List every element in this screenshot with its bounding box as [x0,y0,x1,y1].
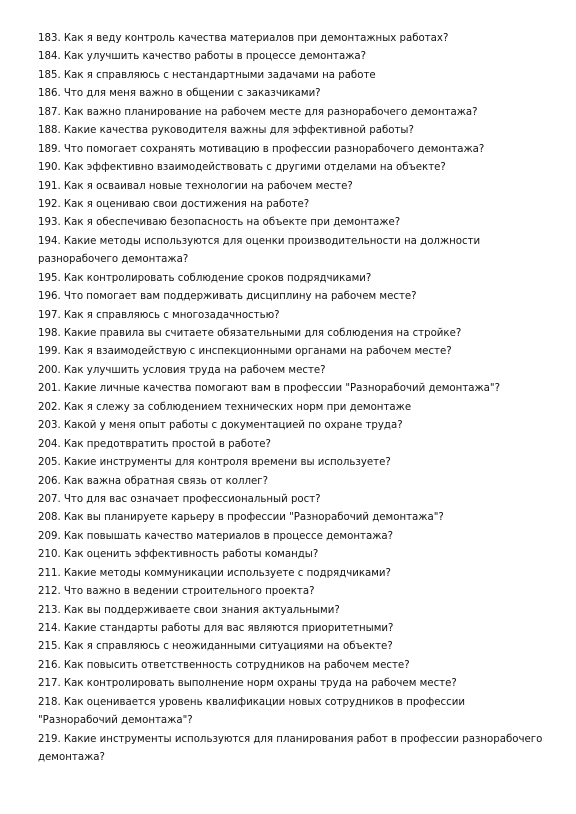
question-line: 207. Что для вас означает профессиональный рост? [38,493,321,505]
question-line: 208. Как вы планируете карьеру в профессии "Разнорабочий демонтажа"? [38,512,444,524]
question-line: 217. Как контролировать выполнение норм охраны труда на рабочем месте? [38,678,457,690]
question-line: 200. Как улучшить условия труда на рабочем месте? [38,364,326,376]
question-line: 211. Какие методы коммуникации используете с подрядчиками? [38,567,391,579]
question-line-continuation: разнорабочего демонтажа? [38,254,189,266]
question-line: 184. Как улучшить качество работы в процессе демонтажа? [38,51,367,63]
question-line: 199. Как я взаимодействую с инспекционными органами на рабочем месте? [38,346,452,358]
question-line: 197. Как я справляюсь с многозадачностью? [38,309,280,321]
question-line: 219. Какие инструменты используются для планирования работ в профессии разнорабочего [38,733,543,745]
question-line: 204. Как предотвратить простой в работе? [38,438,271,450]
question-line: 187. Как важно планирование на рабочем месте для разнорабочего демонтажа? [38,106,478,118]
question-line: 194. Какие методы используются для оценки производительности на должности [38,235,481,247]
question-line: 192. Как я оцениваю свои достижения на работе? [38,198,310,210]
question-line-continuation: демонтажа? [38,752,105,764]
question-list [38,30,558,768]
question-line: 201. Какие личные качества помогают вам в профессии "Разнорабочий демонтажа"? [38,383,501,395]
question-line: 203. Какой у меня опыт работы с документацией по охране труда? [38,420,403,432]
question-line: 214. Какие стандарты работы для вас являются приоритетными? [38,623,394,634]
question-line: 191. Как я осваивал новые технологии на рабочем месте? [38,180,353,192]
question-line: 189. Что помогает сохранять мотивацию в профессии разнорабочего демонтажа? [38,143,485,155]
question-line: 212. Что важно в ведении строительного проекта? [38,586,315,598]
question-line: 188. Какие качества руководителя важны для эффективной работы? [38,125,414,137]
question-line: 185. Как я справляюсь с нестандартными задачами на работе [38,69,376,81]
question-line: 218. Как оценивается уровень квалификации новых сотрудников в профессии [38,696,465,708]
question-line: 196. Что помогает вам поддерживать дисциплину на рабочем месте? [38,291,417,303]
question-line: 209. Как повышать качество материалов в процессе демонтажа? [38,530,394,542]
question-line: 183. Как я веду контроль качества материалов при демонтажных работах? [38,33,449,44]
question-line: 206. Как важна обратная связь от коллег? [38,475,269,487]
question-line-continuation: "Разнорабочий демонтажа"? [38,715,193,727]
question-line: 190. Как эффективно взаимодействовать с другими отделами на объекте? [38,162,446,174]
question-line: 186. Что для меня важно в общении с заказчиками? [38,88,321,100]
question-line: 210. Как оценить эффективность работы команды? [38,549,319,561]
question-line: 193. Как я обеспечиваю безопасность на объекте при демонтаже? [38,217,401,229]
question-line: 202. Как я слежу за соблюдением технических норм при демонтаже [38,401,412,413]
question-line: 216. Как повысить ответственность сотрудников на рабочем месте? [38,659,410,671]
question-line: 215. Как я справляюсь с неожиданными ситуациями на объекте? [38,641,393,653]
question-line: 205. Какие инструменты для контроля времени вы используете? [38,457,391,469]
question-line: 198. Какие правила вы считаете обязательными для соблюдения на стройке? [38,328,462,339]
question-line: 195. Как контролировать соблюдение сроков подрядчиками? [38,272,372,284]
question-line: 213. Как вы поддерживаете свои знания актуальными? [38,604,340,616]
